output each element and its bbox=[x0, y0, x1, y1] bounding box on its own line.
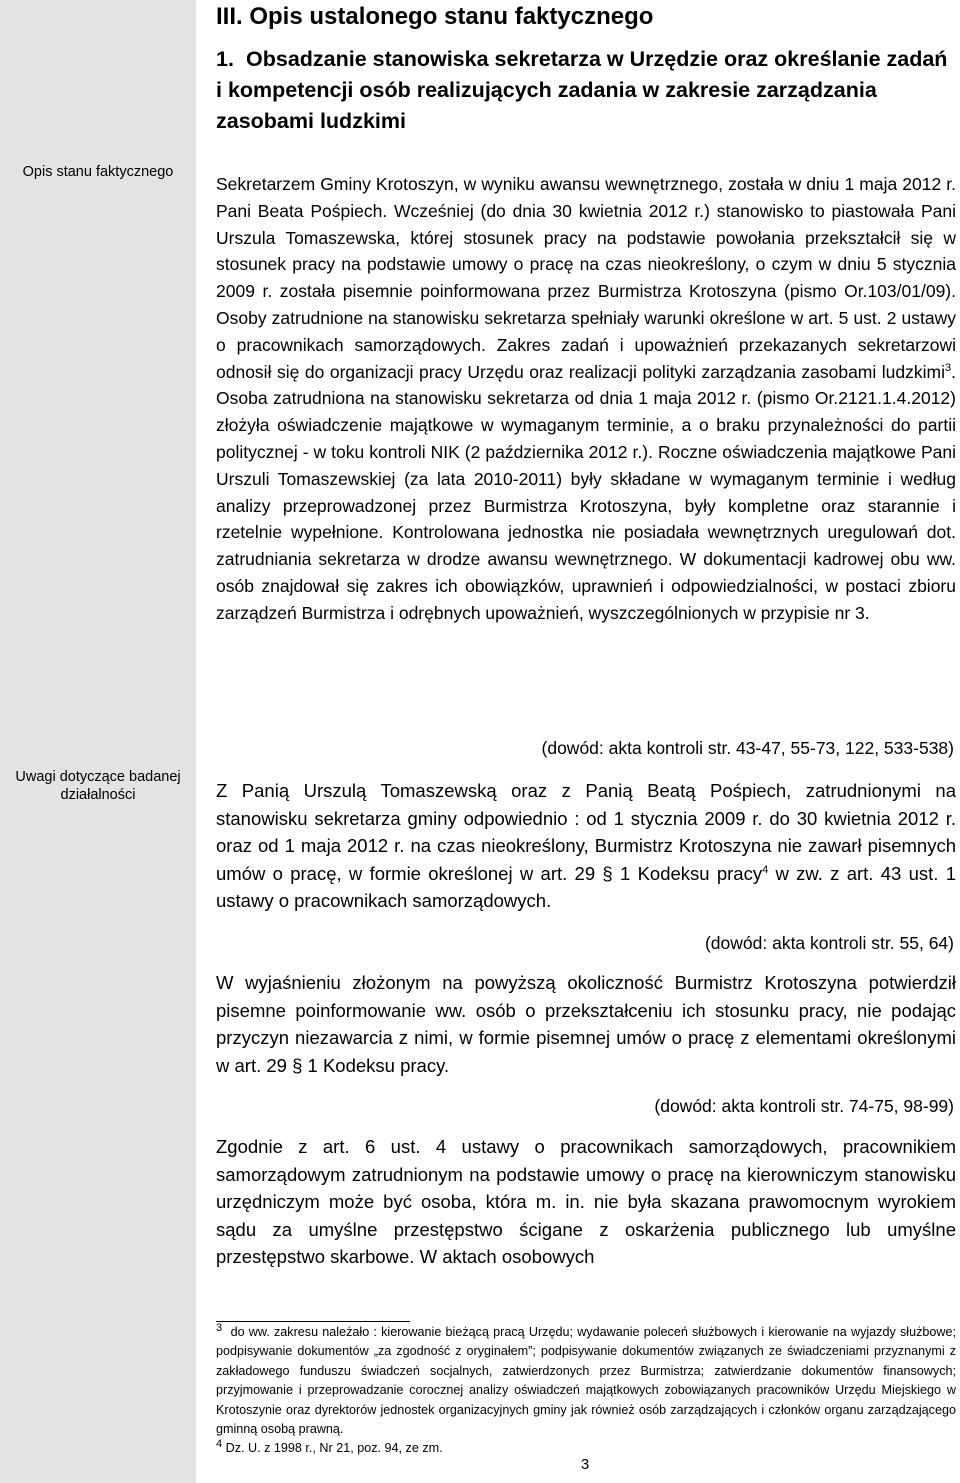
sidebar-label-facts: Opis stanu faktycznego bbox=[22, 164, 174, 180]
paragraph-text: Sekretarzem Gminy Krotoszyn, w wyniku awansu wewnętrznego, została w dniu 1 maja 2012 r. Pani Beata Pośpiech. Wcześniej (do dnia 30 kwietnia 2012 r.) stanowisko to piastowała Pani Urszula Tomaszewska, której stosunek pracy na podstawie powołania przekształcił się w stosunek pracy na podstawie umowy o pracę na czas nieokreślony, o czym w dniu 5 stycznia 2009 r. została pisemnie poinformowana przez Burmistrza Krotoszyna (pismo Or.103/01/09). Osoby zatrudnione na stanowisku sekretarza spełniały warunki określone w art. 5 ust. 2 ustawy o pracownikach samorządowych. Zakres zadań i upoważnień przekazanych sekretarzowi odnosił się do organizacji pracy Urzędu oraz realizacji polityki zarządzania zasobami ludzkimi bbox=[216, 174, 956, 382]
page-number: 3 bbox=[580, 1456, 590, 1473]
paragraph-mayor-explanation: W wyjaśnieniu złożonym na powyższą okoliczność Burmistrz Krotoszyna potwierdził pisemne poinformowanie ww. osób o przekształceniu ich stosunku pracy, nie podając przyczyn niezawarcia z nimi, w formie pisemnej umów o pracę z elementami określonymi w art. 29 § 1 Kodeksu pracy. bbox=[216, 972, 956, 1076]
paragraph-text-continued: w zw. z art. 43 ust. 1 ustawy o pracownikach samorządowych. bbox=[216, 862, 956, 911]
footnote-separator bbox=[216, 1321, 410, 1322]
footnote-4-text: Dz. U. z 1998 r., Nr 21, poz. 94, ze zm. bbox=[225, 1441, 443, 1455]
footnote-number-3: 3 bbox=[216, 1321, 223, 1334]
subsection-number: 1. bbox=[216, 47, 234, 71]
subsection-title: Obsadzanie stanowiska sekretarza w Urzędzie oraz określanie zadań i kompetencji osób realizujących zadania w zakresie zarządzania zasobami ludzkimi bbox=[216, 47, 948, 133]
evidence-note-3: (dowód: akta kontroli str. 74-75, 98-99) bbox=[654, 1096, 954, 1116]
subsection-heading bbox=[216, 44, 956, 137]
footnote-number-4: 4 bbox=[216, 1437, 223, 1450]
footnote-ref-3: 3 bbox=[945, 361, 952, 374]
paragraph-text: Z Panią Urszulą Tomaszewską oraz z Panią Beatą Pośpiech, zatrudnionymi na stanowisku sekretarza gminy odpowiednio : od 1 stycznia 2009 r. do 30 kwietnia 2012 r. oraz od 1 maja 2012 r. na czas nieokreślony, Burmistrz Krotoszyna nie zawarł pisemnych umów o pracę, w formie określonej w art. 29 § 1 Kodeksu pracy bbox=[216, 780, 956, 884]
evidence-note-2: (dowód: akta kontroli str. 55, 64) bbox=[704, 933, 954, 953]
paragraph-legal-requirements: Zgodnie z art. 6 ust. 4 ustawy o pracownikach samorządowych, pracownikiem samorządowym zatrudnionym na podstawie umowy o pracę na kierowniczym stanowisku urzędniczym może być osoba, która m. in. nie była skazana prawomocnym wyrokiem sądu za umyślne przestępstwo ścigane z oskarżenia publicznego lub umyślne przestępstwo skarbowe. W aktach osobowych bbox=[216, 1136, 956, 1267]
footnote-ref-4: 4 bbox=[762, 863, 769, 876]
left-margin-sidebar bbox=[0, 0, 196, 1483]
footnote-3-text: do ww. zakresu należało : kierowanie bieżącą pracą Urzędu; wydawanie poleceń służbowych i kierowanie na wyjazdy służbowe; podpisywanie dokumentów „za zgodność z oryginałem”; podpisywanie dokumentów związanych ze świadczeniami przyznanymi z zakładowego funduszu świadczeń socjalnych, zatwierdzonych przez Burmistrza; zatwierdzanie dokumentów finansowych; przyjmowanie i przeprowadzanie corocznej analizy oświadczeń majątkowych zobowiązanych pracowników Urzędu Miejskiego w Krotoszynie oraz dyrektorów jednostek organizacyjnych gminy jak również osób zarządzających i członków organu zarządzającego gminną osobą prawną. bbox=[216, 1325, 956, 1437]
sidebar-label-remarks: Uwagi dotyczące badanej działalności bbox=[15, 769, 181, 803]
paragraph-text-continued: . Osoba zatrudniona na stanowisku sekretarza od dnia 1 maja 2012 r. (pismo Or.2121.1.4.2012) złożyła oświadczenie majątkowe w wymaganym terminie, a o braku przynależności do partii politycznej - w toku kontroli NIK (2 października 2012 r.). Roczne oświadczenia majątkowe Pani Urszuli Tomaszewskiej (za lata 2010-2011) były składane w wymaganym terminie i według analizy przeprowadzonej przez Burmistrza Krotoszyna, były kompletne oraz starannie i rzetelnie wypełnione. Kontrolowana jednostka nie posiadała wewnętrznych uregulowań dot. zatrudniania sekretarza w drodze awansu wewnętrznego. W dokumentacji kadrowej obu ww. osób znajdował się zakres ich obowiązków, uprawnień i odpowiedzialności, w postaci zbioru zarządzeń Burmistrza i odrębnych upoważnień, wyszczególnionych w przypisie nr 3. bbox=[216, 361, 956, 623]
paragraph-secretary-appointment bbox=[216, 171, 956, 627]
section-heading: III. Opis ustalonego stanu faktycznego bbox=[216, 3, 654, 30]
paragraph-employment-contracts bbox=[216, 777, 956, 915]
evidence-note-1: (dowód: akta kontroli str. 43-47, 55-73, 122, 533-538) bbox=[541, 738, 954, 758]
footnote-3 bbox=[216, 1323, 956, 1439]
